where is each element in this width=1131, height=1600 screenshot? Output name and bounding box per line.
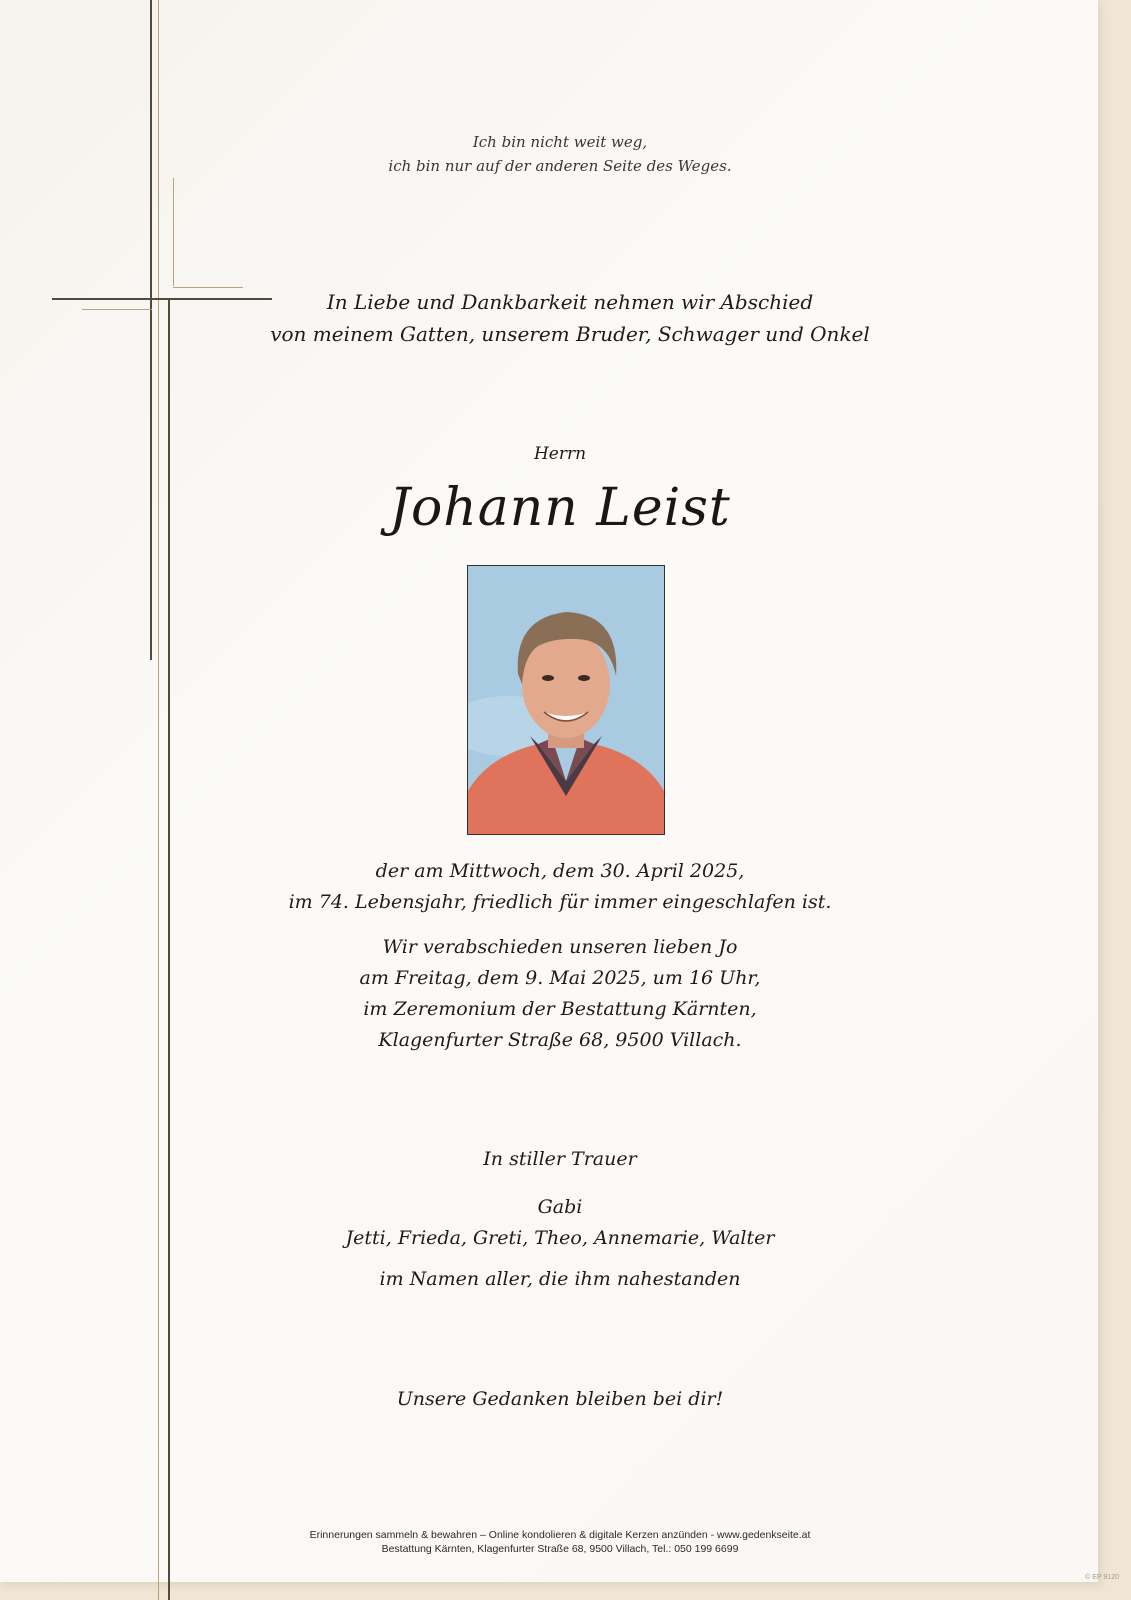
footer bbox=[160, 1528, 960, 1556]
death-line-2: im 74. Lebensjahr, friedlich für immer eingeschlafen ist. bbox=[288, 891, 832, 913]
intro-text bbox=[140, 286, 1000, 350]
intro-line-1: In Liebe und Dankbarkeit nehmen wir Abschied bbox=[326, 290, 814, 314]
deceased-name: Johann Leist bbox=[389, 478, 731, 538]
motto-line-2: ich bin nur auf der anderen Seite des Weges. bbox=[388, 157, 732, 175]
cross-vertical-upper bbox=[173, 178, 174, 286]
footer-line-2: Bestattung Kärnten, Klagenfurter Straße 68, 9500 Villach, Tel.: 050 199 6699 bbox=[381, 1543, 739, 1555]
service-details bbox=[160, 932, 960, 1056]
motto bbox=[160, 130, 960, 178]
footer-line-1: Erinnerungen sammeln & bewahren – Online kondolieren & digitale Kerzen anzünden - www.gedenkseite.at bbox=[309, 1529, 811, 1541]
death-notice bbox=[160, 856, 960, 918]
salutation: Herrn bbox=[533, 444, 587, 464]
service-line-1: Wir verabschieden unseren lieben Jo bbox=[382, 936, 738, 958]
intro-line-2: von meinem Gatten, unserem Bruder, Schwager und Onkel bbox=[270, 322, 870, 346]
portrait-photo bbox=[467, 565, 665, 835]
service-line-4: Klagenfurter Straße 68, 9500 Villach. bbox=[378, 1029, 742, 1051]
closing-text: Unsere Gedanken bleiben bei dir! bbox=[396, 1388, 724, 1410]
death-line-1: der am Mittwoch, dem 30. April 2025, bbox=[375, 860, 745, 882]
service-line-3: im Zeremonium der Bestattung Kärnten, bbox=[363, 998, 757, 1020]
behalf-text: im Namen aller, die ihm nahestanden bbox=[379, 1268, 741, 1290]
mourning-heading: In stiller Trauer bbox=[483, 1148, 637, 1170]
print-code: © EP 9120 bbox=[1085, 1574, 1119, 1581]
mourners-line-2: Jetti, Frieda, Greti, Theo, Annemarie, Walter bbox=[345, 1227, 775, 1249]
service-line-2: am Freitag, dem 9. Mai 2025, um 16 Uhr, bbox=[359, 967, 761, 989]
cross-vertical-left bbox=[158, 0, 159, 1600]
motto-line-1: Ich bin nicht weit weg, bbox=[472, 133, 648, 151]
mourners-line-1: Gabi bbox=[537, 1196, 583, 1218]
mourners-list bbox=[160, 1192, 960, 1254]
